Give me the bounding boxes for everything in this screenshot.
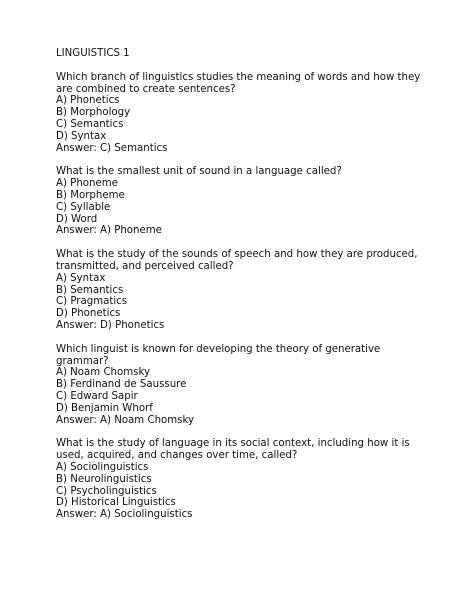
- question-block: [56, 344, 426, 427]
- question-text: What is the smallest unit of sound in a language called?: [56, 166, 342, 178]
- option-d: D) Historical Linguistics: [56, 497, 176, 509]
- answer-line: Answer: A) Noam Chomsky: [56, 414, 195, 426]
- question-block: [56, 438, 426, 521]
- option-a: A) Noam Chomsky: [56, 367, 151, 379]
- option-d: D) Benjamin Whorf: [56, 402, 153, 414]
- document-content: [56, 48, 426, 533]
- option-a: A) Phonetics: [56, 95, 120, 107]
- option-b: B) Ferdinand de Saussure: [56, 379, 187, 391]
- option-c: C) Psycholinguistics: [56, 485, 157, 497]
- option-a: A) Syntax: [56, 272, 106, 284]
- question-block: [56, 72, 426, 155]
- question-text: transmitted, and perceived called?: [56, 260, 234, 272]
- question-text: grammar?: [56, 355, 109, 367]
- question-text: Which linguist is known for developing the theory of generative: [56, 343, 381, 355]
- option-c: C) Edward Sapir: [56, 390, 138, 402]
- document-title: LINGUISTICS 1: [56, 48, 130, 59]
- question-block: [56, 166, 426, 237]
- option-c: C) Syllable: [56, 201, 111, 213]
- question-block: [56, 249, 426, 332]
- question-text: used, acquired, and changes over time, called?: [56, 450, 298, 462]
- option-b: B) Morphology: [56, 107, 131, 119]
- option-a: A) Phoneme: [56, 178, 118, 190]
- answer-line: Answer: A) Phoneme: [56, 225, 162, 237]
- question-text: What is the study of language in its social context, including how it is: [56, 438, 410, 450]
- question-text: are combined to create sentences?: [56, 83, 236, 95]
- question-text: Which branch of linguistics studies the meaning of words and how they: [56, 71, 421, 83]
- option-b: B) Neurolinguistics: [56, 473, 152, 485]
- option-c: C) Pragmatics: [56, 296, 128, 308]
- option-a: A) Sociolinguistics: [56, 461, 149, 473]
- answer-line: Answer: A) Sociolinguistics: [56, 509, 193, 521]
- option-b: B) Semantics: [56, 284, 124, 296]
- answer-line: Answer: D) Phonetics: [56, 319, 165, 331]
- option-d: D) Syntax: [56, 130, 107, 142]
- question-text: What is the study of the sounds of speech and how they are produced,: [56, 249, 418, 261]
- option-d: D) Phonetics: [56, 308, 121, 320]
- answer-line: Answer: C) Semantics: [56, 142, 168, 154]
- option-d: D) Word: [56, 213, 98, 225]
- option-c: C) Semantics: [56, 118, 124, 130]
- option-b: B) Morpheme: [56, 189, 125, 201]
